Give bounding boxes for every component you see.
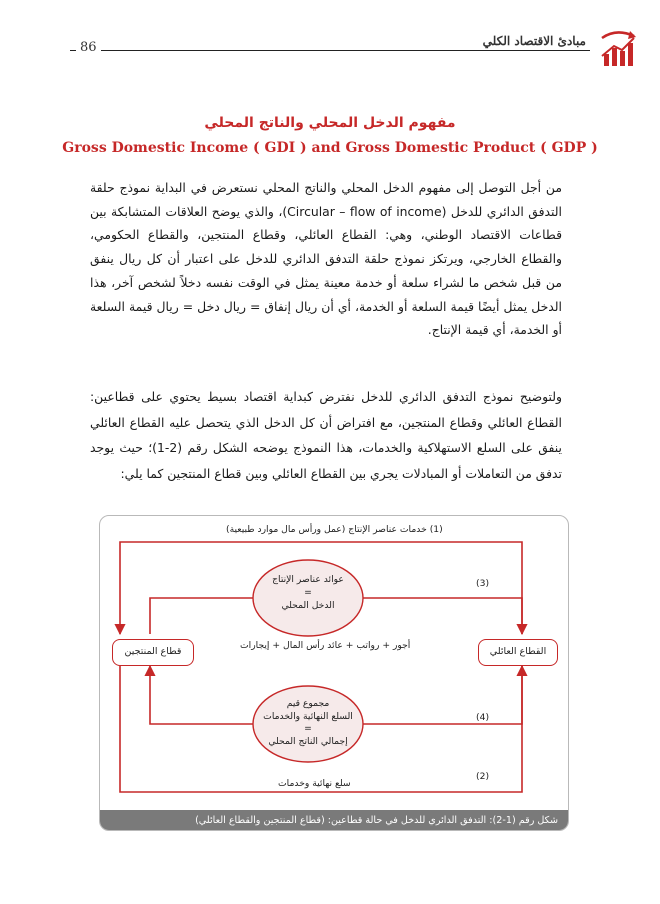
figure-caption: شكل رقم (1-2): التدفق الدائري للدخل في حالة قطاعين: (قطاع المنتجين والقطاع العائلي) [100,810,569,831]
header-rule [70,50,590,51]
page-header [0,0,660,70]
ellipse-top-line2: = [304,587,312,598]
section-title-english: Gross Domestic Income ( GDI ) and Gross Domestic Product ( GDP ) [62,140,598,156]
income-breakdown: أجور + رواتب + عائد رأس المال + إيجارات [240,640,411,651]
flow2-label: (2) [476,771,490,782]
book-title: مبادئ الاقتصاد الكلي [410,34,590,48]
ellipse-gdp [248,698,368,748]
section-title-arabic: مفهوم الدخل المحلي والناتج المحلي [204,115,456,131]
flow4-label: (4) [476,712,490,723]
ellipse-bottom-line4: إجمالي الناتج المحلي [268,735,348,747]
ellipse-bottom-line3: = [304,723,312,734]
flow1-label: (1) خدمات عناصر الإنتاج (عمل ورأس مال موارد طبيعية) [226,524,443,535]
paragraph-intro: من أجل التوصل إلى مفهوم الدخل المحلي والناتج المحلي نستعرض في البداية نموذج حلقة التدفق الدائري للدخل (Circular – flow of income)، والذي يوضح العلاقات المتشابكة بين قطاعات الاقتصاد الوطني، وهي: القطاع العائلي، وقطاع المنتجين، والقطاع الحكومي، والقطاع الخارجي، ويرتكز نموذج حلقة التدفق الدائري للدخل على اعتبار أن كل ريال ينفق من قبل شخص ما لشراء سلعة أو خدمة معينة يمثل في الوقت نفسه دخلاً لشخص آخر، هذا الدخل يمثل أيضًا قيمة السلعة أو الخدمة، أي أن ريال إنفاق = ريال دخل = ريال قيمة السلعة أو الخدمة، أي قيمة الإنتاج. [90,180,562,338]
growth-chart-icon [596,26,640,70]
ellipse-domestic-income [253,573,363,612]
circular-flow-figure [99,515,569,831]
page-number: 86 [76,40,101,55]
ellipse-bottom-line1: مجموع قيم [286,698,330,709]
final-goods-label: سلع نهائية وخدمات [278,778,351,789]
ellipse-top-line1: عوائد عناصر الإنتاج [272,574,344,585]
ellipse-top-line3: الدخل المحلي [281,600,335,611]
paragraph-model: ولتوضيح نموذج التدفق الدائري للدخل نفترض كبداية اقتصاد بسيط يحتوي على قطاعين: القطاع العائلي وقطاع المنتجين، مع افتراض أن كل الدخل الذي يتحصل عليه القطاع العائلي ينفق على السلع الاستهلاكية والخدمات، هذا النموذج يوضحه الشكل رقم (2-1)؛ حيث يوجد تدفق من التعاملات أو المبادلات يجري بين القطاع العائلي وبين قطاع المنتجين كما يلي: [90,389,562,481]
producers-box: قطاع المنتجين [112,639,194,666]
ellipse-bottom-line2: السلع النهائية والخدمات [263,710,353,722]
households-box: القطاع العائلي [478,639,558,666]
flow3-label: (3) [476,578,490,589]
